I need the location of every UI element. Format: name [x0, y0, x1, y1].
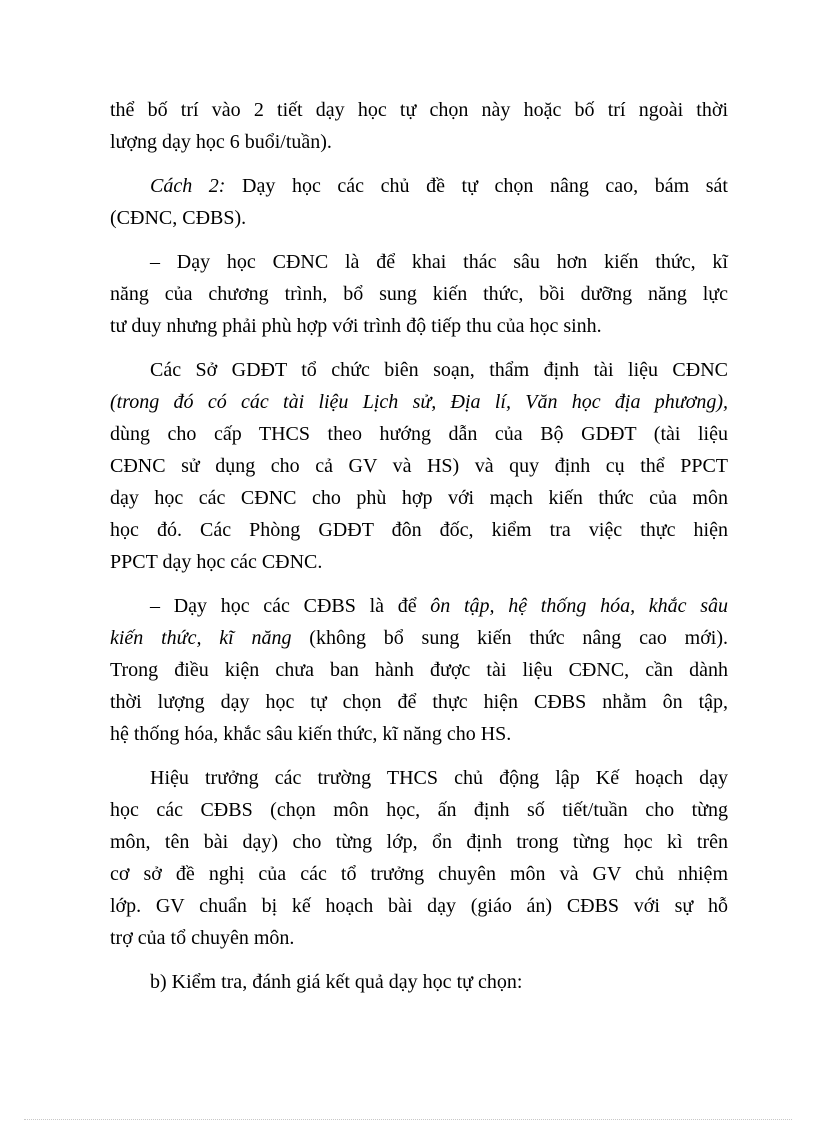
- text-line: [110, 622, 728, 654]
- paragraph-3: [110, 246, 728, 342]
- text-line: Hiệu trưởng các trường THCS chủ động lập Kế hoạch dạy: [150, 767, 728, 789]
- text-line: lượng dạy học 6 buổi/tuần).: [110, 131, 332, 153]
- text-span: (không bổ sung kiến thức nâng cao mới).: [291, 627, 728, 649]
- text-line: Trong điều kiện chưa ban hành được tài liệu CĐNC, cần dành: [110, 659, 728, 681]
- text-line: môn, tên bài dạy) cho từng lớp, ổn định trong từng học kì trên: [110, 831, 728, 853]
- text-line: năng của chương trình, bổ sung kiến thức, bồi dưỡng năng lực: [110, 283, 728, 305]
- method-label: Cách 2:: [150, 175, 226, 197]
- text-line: – Dạy học CĐNC là để khai thác sâu hơn kiến thức, kĩ: [150, 251, 728, 273]
- text-line: (trong đó có các tài liệu Lịch sử, Địa lí, Văn học địa phương),: [110, 391, 728, 413]
- text-line: [110, 170, 728, 202]
- text-line: PPCT dạy học các CĐNC.: [110, 551, 323, 573]
- paragraph-5: [110, 590, 728, 750]
- text-line: CĐNC sử dụng cho cả GV và HS) và quy định cụ thể PPCT: [110, 455, 728, 477]
- text-line: dạy học các CĐNC cho phù hợp với mạch kiến thức của môn: [110, 487, 728, 509]
- text-line: [110, 590, 728, 622]
- page-bottom-rule: [24, 1119, 792, 1120]
- paragraph-2: [110, 170, 728, 234]
- paragraph-1: [110, 94, 728, 158]
- paragraph-6: [110, 762, 728, 954]
- paragraph-7: [110, 966, 728, 998]
- text-span: – Dạy học các CĐBS là để: [150, 595, 431, 617]
- emphasis-text: kiến thức, kĩ năng: [110, 627, 292, 649]
- document-page: [110, 94, 728, 1010]
- section-heading: b) Kiểm tra, đánh giá kết quả dạy học tự chọn:: [150, 971, 523, 993]
- text-line: (CĐNC, CĐBS).: [110, 207, 247, 229]
- text-line: học các CĐBS (chọn môn học, ấn định số tiết/tuần cho từng: [110, 799, 728, 821]
- text-line: dùng cho cấp THCS theo hướng dẫn của Bộ GDĐT (tài liệu: [110, 423, 728, 445]
- text-line: lớp. GV chuẩn bị kế hoạch bài dạy (giáo án) CĐBS với sự hỗ: [110, 895, 728, 917]
- text-span: Dạy học các chủ đề tự chọn nâng cao, bám sát: [225, 175, 728, 197]
- text-line: hệ thống hóa, khắc sâu kiến thức, kĩ năng cho HS.: [110, 723, 512, 745]
- text-line: cơ sở đề nghị của các tổ trưởng chuyên môn và GV chủ nhiệm: [110, 863, 728, 885]
- paragraph-4: [110, 354, 728, 578]
- text-line: học đó. Các Phòng GDĐT đôn đốc, kiểm tra việc thực hiện: [110, 519, 728, 541]
- text-line: tư duy nhưng phải phù hợp với trình độ tiếp thu của học sinh.: [110, 315, 602, 337]
- emphasis-text: ôn tập, hệ thống hóa, khắc sâu: [430, 595, 728, 617]
- text-line: Các Sở GDĐT tổ chức biên soạn, thẩm định tài liệu CĐNC: [150, 359, 728, 381]
- text-line: thể bố trí vào 2 tiết dạy học tự chọn này hoặc bố trí ngoài thời: [110, 99, 728, 121]
- text-line: trợ của tổ chuyên môn.: [110, 927, 295, 949]
- text-line: thời lượng dạy học tự chọn để thực hiện CĐBS nhằm ôn tập,: [110, 691, 728, 713]
